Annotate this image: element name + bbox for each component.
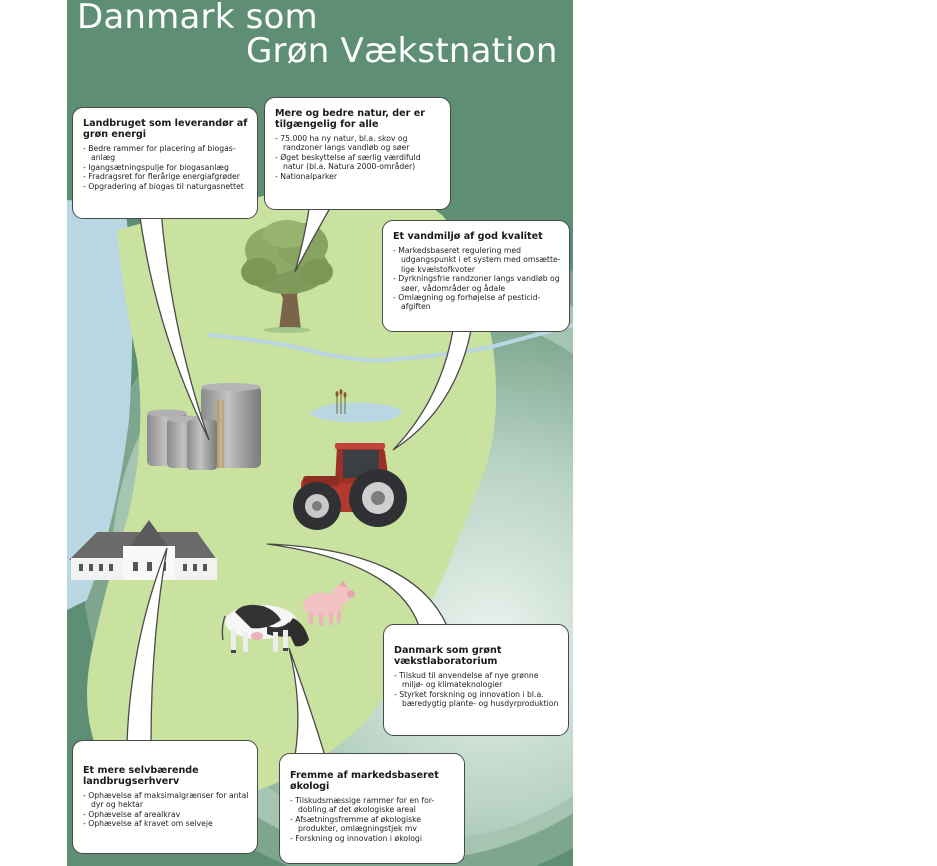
water-item: - Omlægning og forhøjelse af pesticid-afgiften: [393, 293, 561, 312]
lab-item: - Styrket forskning og innovation i bl.a. bæredygtig plante- og husdyrproduktion: [394, 690, 560, 709]
water-item: - Dyrkningsfrie randzoner langs vandløb og søer, vådområder og ådale: [393, 274, 561, 293]
organic-callout: [279, 753, 465, 864]
nature-callout: [264, 97, 451, 210]
organic-item: - Tilskudsmæssige rammer for en for-dobling af det økologiske areal: [290, 796, 456, 815]
farming-callout: [72, 740, 258, 854]
farming-callout-heading: Et mere selvbærende landbrugserhverv: [83, 765, 199, 787]
poster-title-line-2: Grøn Vækstnation: [246, 31, 558, 71]
nature-callout-heading: Mere og bedre natur, der er tilgængelig for alle: [275, 108, 425, 130]
energy-callout: [72, 107, 258, 219]
lab-item: - Tilskud til anvendelse af nye grønne miljø- og klimateknologier: [394, 671, 560, 690]
energy-item: - Opgradering af biogas til naturgasnettet: [83, 182, 249, 191]
water-callout-heading: Et vandmiljø af god kvalitet: [393, 231, 543, 242]
poster: [67, 0, 573, 866]
farming-item: - Ophævelse af maksimalgrænser for antal dyr og hektar: [83, 791, 249, 810]
energy-callout-heading: Landbruget som leverandør af grøn energi: [83, 118, 248, 140]
nature-item: - Nationalparker: [275, 172, 442, 181]
lab-callout: [383, 624, 569, 736]
energy-item: - Igangsætningspulje for biogasanlæg: [83, 163, 249, 172]
organic-item: - Forskning og innovation i økologi: [290, 834, 456, 843]
nature-item: - 75.000 ha ny natur, bl.a. skov og randzoner langs vandløb og søer: [275, 134, 442, 153]
nature-item: - Øget beskyttelse af særlig værdifuld natur (bl.a. Natura 2000-områder): [275, 153, 442, 172]
lab-callout-heading: Danmark som grønt vækstlaboratorium: [394, 645, 502, 667]
energy-item: - Fradragsret for flerårige energiafgrøder: [83, 172, 249, 181]
farming-item: - Ophævelse af kravet om selveje: [83, 819, 249, 828]
water-item: - Markedsbaseret regulering med udgangspunkt i et system med omsætte-lige kvælstofkvoter: [393, 246, 561, 274]
energy-item: - Bedre rammer for placering af biogas-anlæg: [83, 144, 249, 163]
poster-title-line-1: Danmark som: [77, 0, 318, 37]
water-callout: [382, 220, 570, 332]
organic-callout-heading: Fremme af markedsbaseret økologi: [290, 770, 439, 792]
organic-item: - Afsætningsfremme af økologiske produkter, omlægningstjek mv: [290, 815, 456, 834]
farming-item: - Ophævelse af arealkrav: [83, 810, 249, 819]
